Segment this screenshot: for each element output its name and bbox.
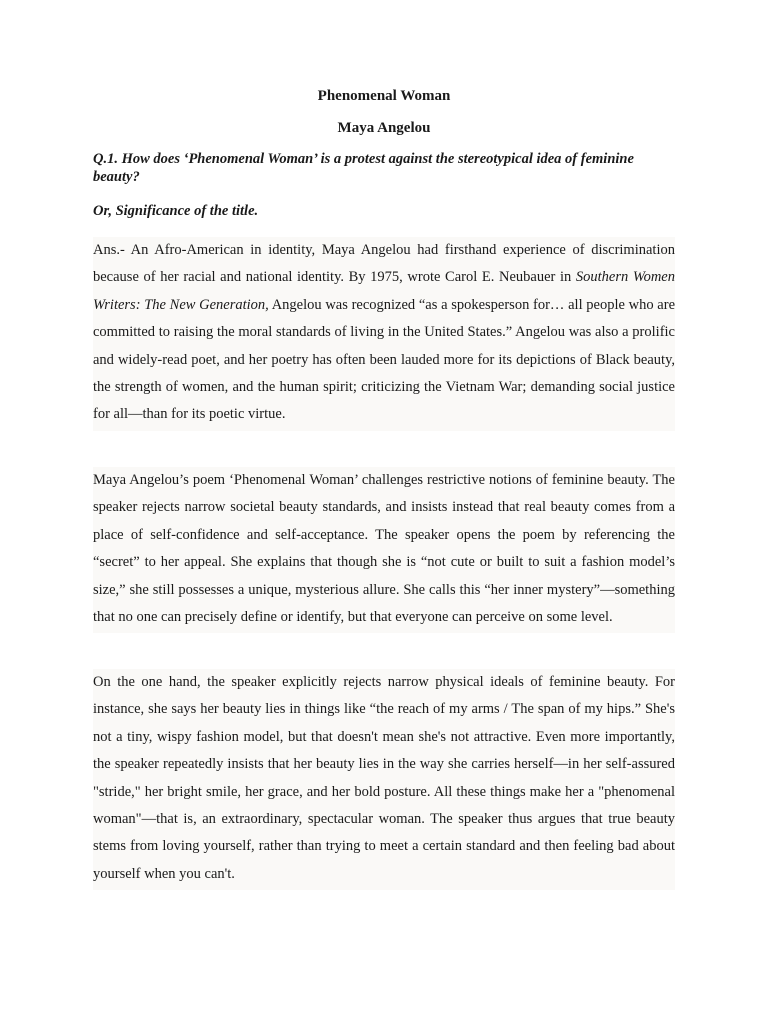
question-alternate-heading: Or, Significance of the title. <box>93 203 259 219</box>
paragraph-1-text-end: Angelou was recognized “as a spokesperson for… all people who are committed to raising the moral standards of living in the United States.” Angelou was also a prolific and widely-read poet, and her poetry has often been lauded more for its depictions of Black beauty, the strength of women, and the human spirit; criticizing the Vietnam War; demanding social justice for all—than for its poetic virtue. <box>93 296 675 423</box>
answer-paragraph-3: On the one hand, the speaker explicitly rejects narrow physical ideals of feminine beauty. For instance, she says her beauty lies in things like “the reach of my arms / The span of my hips.” She's not a tiny, wispy fashion model, but that doesn't mean she's not attractive. Even more importantly, the speaker repeatedly insists that her beauty lies in the way she carries herself—in her self-assured "stride," her bright smile, her grace, and her bold posture. All these things make her a "phenomenal woman"—that is, an extraordinary, spectacular woman. The speaker thus argues that true beauty stems from loving yourself, rather than trying to meet a certain standard and then feeling bad about yourself when you can't. <box>93 669 675 890</box>
paragraph-1-text-start: Ans.- An Afro-American in identity, Maya Angelou had firsthand experience of discrimination because of her racial and national identity. By 1975, wrote Carol E. Neubauer in <box>93 242 675 286</box>
book-title-italic: Southern Women Writers: The New Generation, <box>93 269 675 313</box>
answer-paragraph-1 <box>93 237 675 431</box>
answer-paragraph-2: Maya Angelou’s poem ‘Phenomenal Woman’ challenges restrictive notions of feminine beauty. The speaker rejects narrow societal beauty standards, and insists instead that real beauty comes from a place of self-confidence and self-acceptance. The speaker opens the poem by referencing the “secret” to her appeal. She explains that though she is “not cute or built to suit a fashion model’s size,” she still possesses a unique, mysterious allure. She calls this “her inner mystery”—something that no one can precisely define or identify, but that everyone can perceive on some level. <box>93 467 675 633</box>
document-title: Phenomenal Woman <box>317 88 451 104</box>
question-heading: Q.1. How does ‘Phenomenal Woman’ is a protest against the stereotypical idea of feminine beauty? <box>93 151 634 185</box>
document-author: Maya Angelou <box>337 120 431 136</box>
